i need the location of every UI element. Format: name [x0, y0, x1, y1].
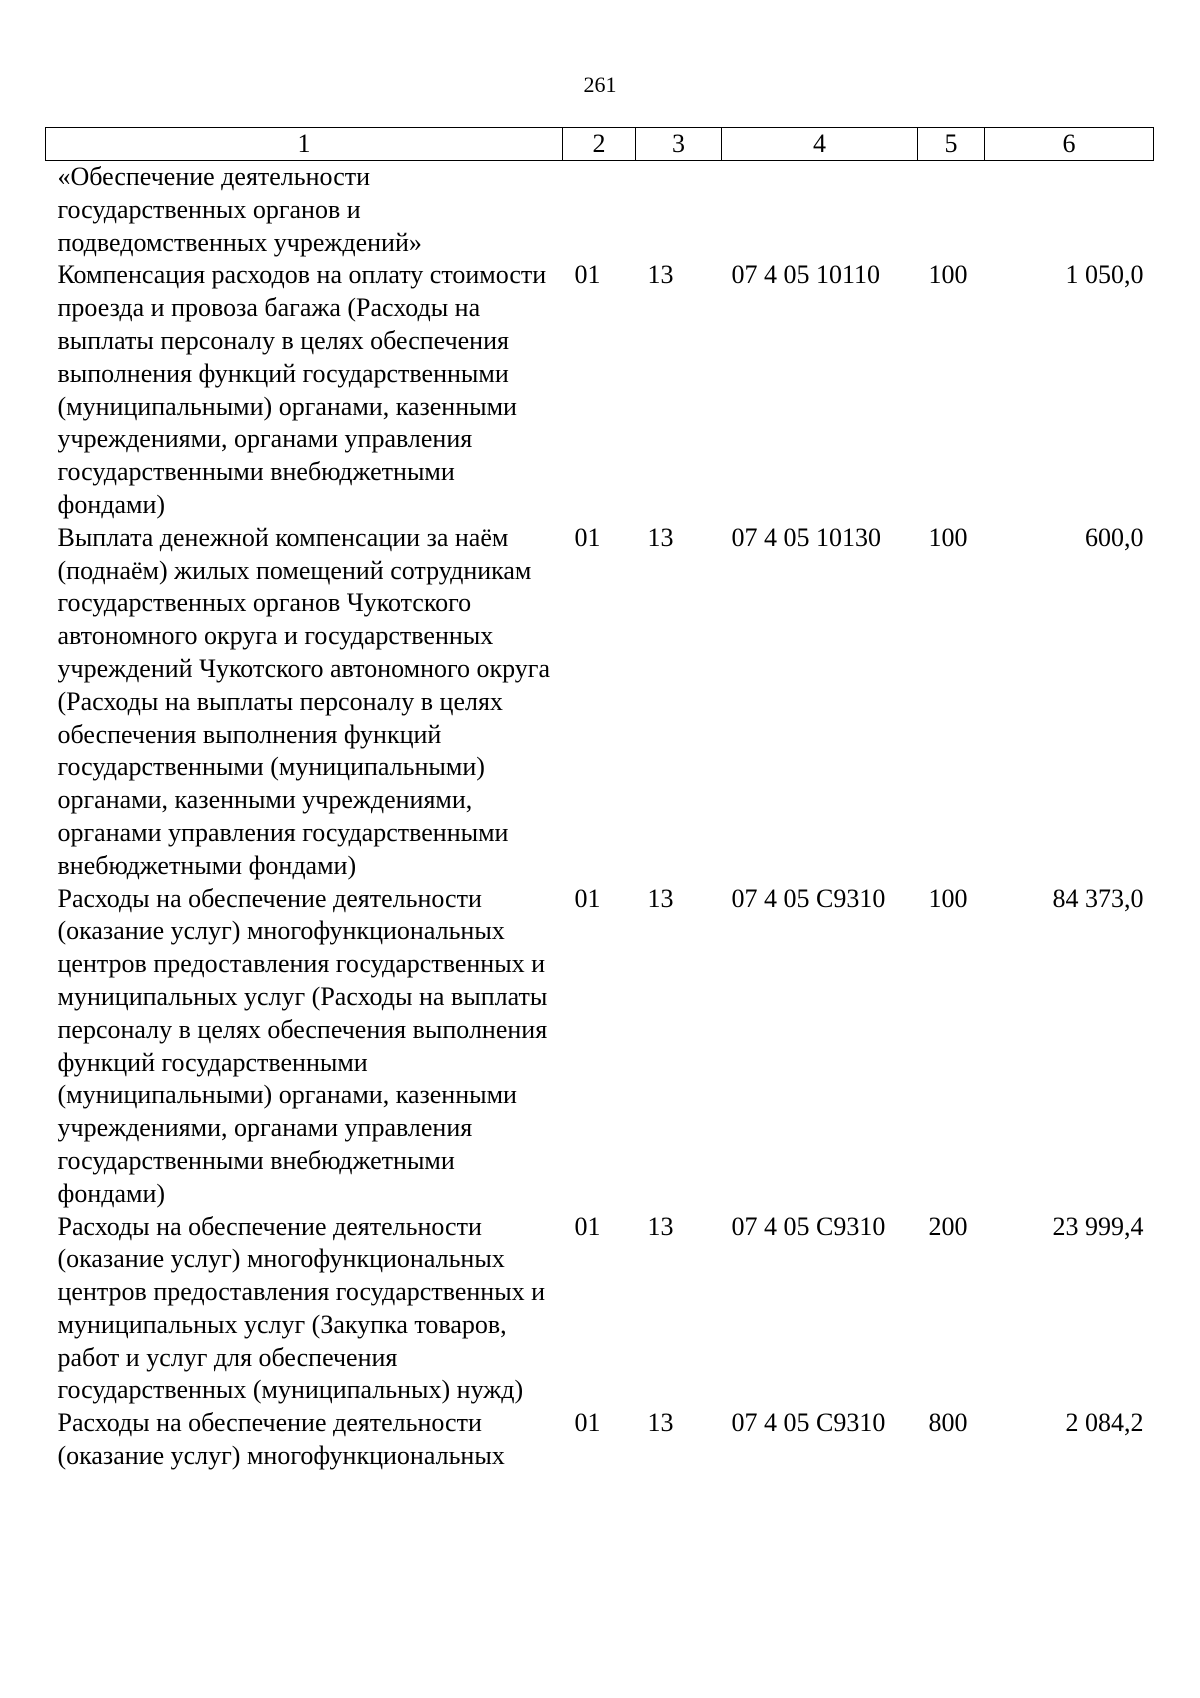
row-amount: 600,0 [1085, 522, 1144, 552]
row-name [46, 1211, 563, 1408]
row-target-article: 07 4 05 С9310 [731, 1211, 886, 1241]
row-target-article: 07 4 05 С9310 [731, 883, 886, 913]
row-name-text: Расходы на обеспечение деятельности (оказание услуг) многофункциональных центров предоставления государственных и муниципальных услуг (Закупка товаров, работ и услуг для обеспечения государственных (муниципальных) нужд) [57, 1211, 546, 1405]
row-expense-type [918, 161, 985, 260]
row-section: 01 [574, 1408, 601, 1438]
table-row [46, 259, 1154, 521]
row-section: 01 [574, 1211, 601, 1241]
row-name-text: Компенсация расходов на оплату стоимости проезда и провоза багажа (Расходы на выплаты персоналу в целях обеспечения выполнения функций государственными (муниципальными) органами, казенными учреждениями, органами управления государственными внебюджетными фондами) [57, 260, 547, 519]
row-name [46, 161, 563, 260]
column-header-name: 1 [46, 128, 563, 161]
row-target-article [722, 161, 918, 260]
row-target-article: 07 4 05 10110 [731, 260, 881, 290]
row-section: 01 [574, 260, 601, 290]
row-section: 01 [574, 883, 601, 913]
row-amount: 1 050,0 [1065, 260, 1144, 290]
row-name [46, 259, 563, 521]
row-name-text: Расходы на обеспечение деятельности (оказание услуг) многофункциональных центров предоставления государственных и муниципальных услуг (Расходы на выплаты персоналу в целях обеспечения выполнения функций государственными (муниципальными) органами, казенными учреждениями, органами управления государственными внебюджетными фондами) [57, 883, 548, 1208]
row-name-text: Расходы на обеспечение деятельности (оказание услуг) многофункциональных [57, 1408, 505, 1471]
row-amount: 2 084,2 [1065, 1408, 1144, 1438]
row-name [46, 1407, 563, 1473]
row-target-article: 07 4 05 С9310 [731, 1408, 886, 1438]
row-amount: 23 999,4 [1052, 1211, 1144, 1241]
column-header-amount: 6 [985, 128, 1154, 161]
row-expense-type: 100 [928, 522, 968, 552]
row-section [563, 161, 636, 260]
column-header-subsection: 3 [636, 128, 722, 161]
row-section: 01 [574, 522, 601, 552]
row-expense-type: 100 [928, 883, 968, 913]
row-expense-type: 200 [928, 1211, 968, 1241]
table-row [46, 522, 1154, 883]
column-header-expense-type: 5 [918, 128, 985, 161]
row-subsection: 13 [647, 883, 674, 913]
row-name-text: «Обеспечение деятельности государственных органов и подведомственных учреждений» [57, 162, 422, 257]
table-row [46, 1211, 1154, 1408]
row-expense-type: 800 [928, 1408, 968, 1438]
row-subsection: 13 [647, 1211, 674, 1241]
table-row [46, 1407, 1154, 1473]
column-header-section: 2 [563, 128, 636, 161]
row-name [46, 522, 563, 883]
table-row [46, 883, 1154, 1211]
budget-table [45, 127, 1154, 1473]
row-expense-type: 100 [928, 260, 968, 290]
row-target-article: 07 4 05 10130 [731, 522, 881, 552]
page-number: 261 [583, 72, 617, 97]
row-amount [985, 161, 1154, 260]
row-amount: 84 373,0 [1052, 883, 1144, 913]
header-row [46, 128, 1154, 161]
row-subsection [636, 161, 722, 260]
row-subsection: 13 [647, 1408, 674, 1438]
row-name [46, 883, 563, 1211]
column-header-target-article: 4 [722, 128, 918, 161]
row-subsection: 13 [647, 260, 674, 290]
row-subsection: 13 [647, 522, 674, 552]
table-row [46, 161, 1154, 260]
row-name-text: Выплата денежной компенсации за наём (поднаём) жилых помещений сотрудникам государственных органов Чукотского автономного округа и государственных учреждений Чукотского автономного округа (Расходы на выплаты персоналу в целях обеспечения выполнения функций государственными (муниципальными) органами, казенными учреждениями, органами управления государственными внебюджетными фондами) [57, 522, 550, 880]
